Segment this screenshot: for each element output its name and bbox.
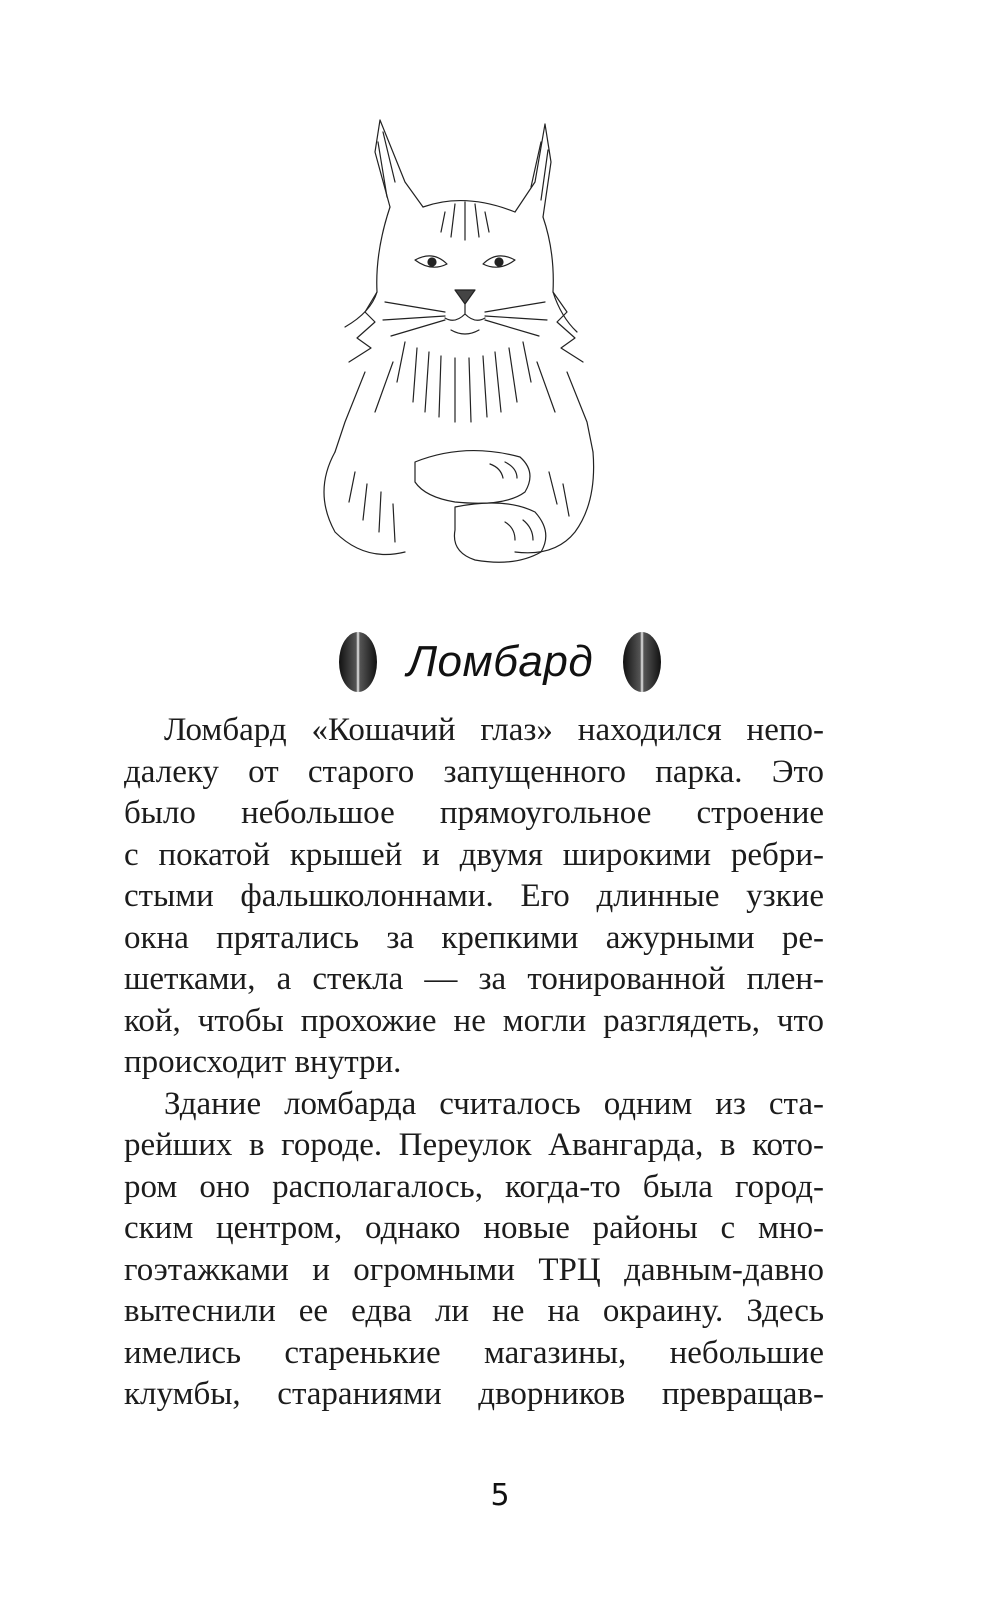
paragraph [124,710,824,1084]
text-line: окна прятались за крепкими ажурными ре- [124,919,824,956]
paragraph [124,1084,824,1416]
text-line: с покатой крышей и двумя широкими ребри- [124,836,824,873]
body-text [124,710,824,1416]
text-line: гоэтажками и огромными ТРЦ давным-давно [124,1251,824,1288]
text-line: стыми фальшколоннами. Его длинные узкие [124,878,824,914]
text-line: рейших в городе. Переулок Авангарда, в кото- [124,1127,824,1163]
text-line: происходит внутри. [124,1044,402,1080]
cat-illustration [305,112,595,572]
text-line: Ломбард «Кошачий глаз» находился непо- [164,712,824,748]
text-line: вытеснили ее едва ли не на окраину. Здесь [124,1293,824,1329]
cat-eye-icon [337,630,379,694]
text-line: шетками, а стекла — за тонированной плен- [124,961,824,997]
text-line: имелись старенькие магазины, небольшие [124,1334,824,1371]
text-line: ским центром, однако новые районы с мно- [124,1210,824,1246]
chapter-heading [0,622,1000,702]
page-number: 5 [490,1478,510,1513]
text-line: ром оно располагалось, когда-то была город- [124,1168,824,1205]
text-line: было небольшое прямоугольное строение [124,795,824,831]
text-line: Здание ломбарда считалось одним из ста- [164,1085,824,1122]
cat-eye-icon [621,630,663,694]
text-line: далеку от старого запущенного парка. Это [124,753,824,790]
text-line: клумбы, стараниями дворников превращав- [124,1376,824,1412]
text-line: кой, чтобы прохожие не могли разглядеть, что [124,1002,824,1039]
chapter-title: Ломбард [406,637,594,686]
